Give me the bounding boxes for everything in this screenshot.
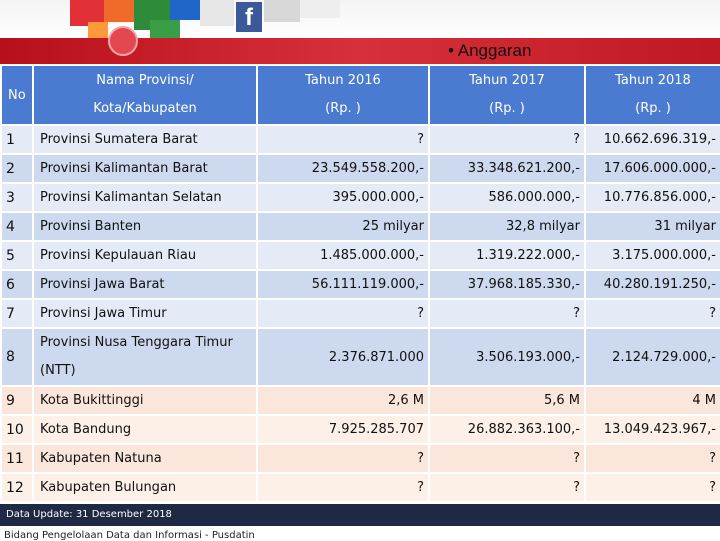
header-name-line2: Kota/Kabupaten [93,101,197,116]
header-name-line1: Nama Provinsi/ [96,73,194,88]
table-row [1,386,720,415]
row-2017: 26.882.363.100,- [429,415,585,444]
row-no: 3 [1,183,33,212]
row-name: Provinsi Kalimantan Selatan [33,183,257,212]
row-name: Provinsi Kalimantan Barat [33,154,257,183]
row-name: Kabupaten Bulungan [33,473,257,502]
row-no: 6 [1,270,33,299]
row-2016: 23.549.558.200,- [257,154,429,183]
row-2018: 17.606.000.000,- [585,154,720,183]
row-2018: 4 M [585,386,720,415]
row-no: 9 [1,386,33,415]
row-2016: 56.111.119.000,- [257,270,429,299]
table-row [1,473,720,502]
row-2018: 10.662.696.319,- [585,125,720,154]
row-2016: 2.376.871.000 [257,328,429,386]
table-header-row [1,65,720,125]
row-2017: 32,8 milyar [429,212,585,241]
header-2016 [257,65,429,125]
table-row [1,154,720,183]
table-row [1,241,720,270]
row-2018: 2.124.729.000,- [585,328,720,386]
row-no: 4 [1,212,33,241]
row-2016: ? [257,125,429,154]
header-2017-line2: (Rp. ) [489,101,525,116]
source-text: Bidang Pengelolaan Data dan Informasi - Pusdatin [4,530,255,541]
table-row [1,299,720,328]
row-2018: ? [585,444,720,473]
row-2017: 5,6 M [429,386,585,415]
table-row [1,183,720,212]
row-no: 12 [1,473,33,502]
row-2017: 33.348.621.200,- [429,154,585,183]
header-2016-line2: (Rp. ) [325,101,361,116]
row-no: 8 [1,328,33,386]
table-row [1,270,720,299]
row-2016: 395.000.000,- [257,183,429,212]
data-update-text: Data Update: 31 Desember 2018 [6,509,172,520]
header-2017 [429,65,585,125]
row-name: Kota Bandung [33,415,257,444]
row-no: 11 [1,444,33,473]
header-banner [0,0,720,64]
row-2018: ? [585,299,720,328]
table-row [1,212,720,241]
table-row [1,415,720,444]
header-2018-line2: (Rp. ) [635,101,671,116]
budget-table [0,64,720,503]
basketball-icon [108,26,138,56]
row-2018: 13.049.423.967,- [585,415,720,444]
decorative-cubes [0,0,720,40]
row-no: 10 [1,415,33,444]
section-title: • Anggaran [448,41,532,60]
row-2018: 40.280.191.250,- [585,270,720,299]
row-name: Provinsi Sumatera Barat [33,125,257,154]
table-row [1,444,720,473]
row-2016: ? [257,473,429,502]
header-2017-line1: Tahun 2017 [469,73,545,88]
row-no: 7 [1,299,33,328]
row-name: Kabupaten Natuna [33,444,257,473]
row-2017: 3.506.193.000,- [429,328,585,386]
row-2018: 10.776.856.000,- [585,183,720,212]
row-2018: 31 milyar [585,212,720,241]
row-name: Provinsi Kepulauan Riau [33,241,257,270]
row-no: 5 [1,241,33,270]
header-2018-line1: Tahun 2018 [615,73,691,88]
row-2017: 37.968.185.330,- [429,270,585,299]
row-2017: ? [429,299,585,328]
row-2017: 1.319.222.000,- [429,241,585,270]
row-2016: 7.925.285.707 [257,415,429,444]
row-2017: ? [429,125,585,154]
row-2018: ? [585,473,720,502]
row-2017: ? [429,444,585,473]
table-row [1,125,720,154]
header-name [33,65,257,125]
row-2018: 3.175.000.000,- [585,241,720,270]
row-no: 2 [1,154,33,183]
row-2016: 25 milyar [257,212,429,241]
table-row [1,328,720,386]
row-name: Provinsi Jawa Barat [33,270,257,299]
row-name: Kota Bukittinggi [33,386,257,415]
header-2018 [585,65,720,125]
row-2016: ? [257,444,429,473]
header-2016-line1: Tahun 2016 [305,73,381,88]
row-2016: ? [257,299,429,328]
row-2017: 586.000.000,- [429,183,585,212]
row-name: Provinsi Banten [33,212,257,241]
header-no: No [1,65,33,125]
row-name: Provinsi Nusa Tenggara Timur (NTT) [33,328,257,386]
facebook-icon: f [236,2,262,32]
row-no: 1 [1,125,33,154]
row-2017: ? [429,473,585,502]
row-name: Provinsi Jawa Timur [33,299,257,328]
row-2016: 2,6 M [257,386,429,415]
row-2016: 1.485.000.000,- [257,241,429,270]
